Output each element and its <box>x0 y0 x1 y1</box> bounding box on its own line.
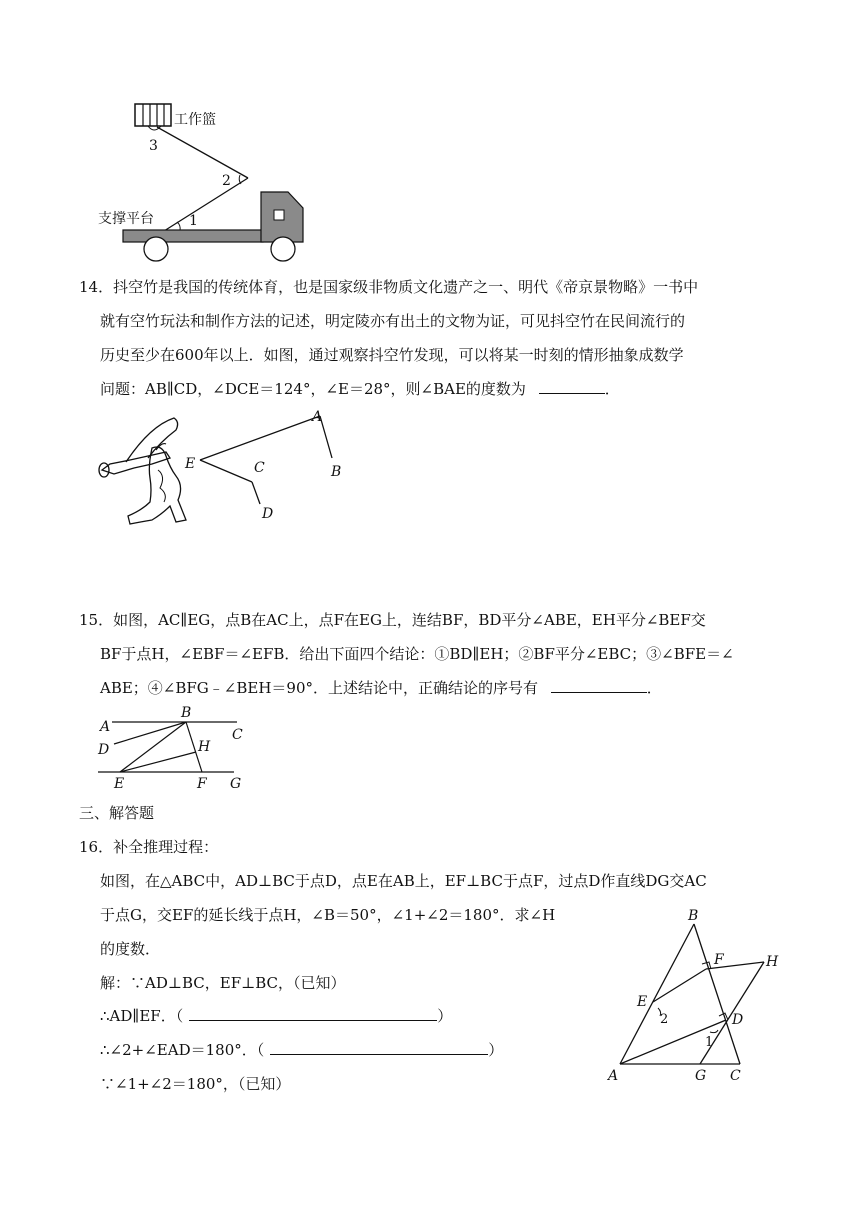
q16-line-2: 于点G，交EF的延长线于点H，∠B＝50°，∠1+∠2＝180°．求∠H <box>100 906 556 924</box>
q16-triangle-figure <box>606 904 786 1084</box>
q16-point-f: F <box>714 952 724 968</box>
q16-point-d: D <box>732 1012 744 1028</box>
q16-point-a: A <box>608 1068 619 1084</box>
q15-period: ． <box>646 679 662 697</box>
q16-line-3: 的度数． <box>100 940 161 958</box>
q14-question-text: 问题：AB∥CD，∠DCE＝124°，∠E＝28°，则∠BAE的度数为 <box>100 380 526 398</box>
q14-point-b: B <box>331 464 342 480</box>
q16-step-3-text: ∴∠2+∠EAD＝180°．（ <box>100 1041 265 1059</box>
q15-point-c: C <box>232 727 243 743</box>
q14-line-3: 历史至少在600年以上．如图，通过观察抖空竹发现，可以将某一时刻的情形抽象成数学 <box>100 346 684 364</box>
q14-point-d: D <box>262 506 274 522</box>
q15-line-3 <box>100 678 662 698</box>
q16-title: 16．补全推理过程： <box>79 838 219 856</box>
q16-line-1: 如图，在△ABC中，AD⊥BC于点D，点E在AB上，EF⊥BC于点F，过点D作直线DG交AC <box>100 872 707 890</box>
q16-step-4: ∵∠1+∠2＝180°，（已知） <box>100 1075 291 1093</box>
q15-point-a: A <box>100 719 111 735</box>
q15-point-f: F <box>197 776 207 792</box>
q15-question-text: ABE；④∠BFG﹣∠BEH＝90°．上述结论中，正确结论的序号有 <box>100 679 538 697</box>
angle-3-label: 3 <box>149 138 158 154</box>
q14-line-2: 就有空竹玩法和制作方法的记述，明定陵亦有出土的文物为证，可见抖空竹在民间流行的 <box>100 312 686 330</box>
truck-figure <box>88 96 328 264</box>
q16-step-3 <box>100 1040 503 1060</box>
q16-point-c: C <box>730 1068 741 1084</box>
q14-line-4 <box>100 379 620 399</box>
section-3-heading: 三、解答题 <box>79 804 155 822</box>
q15-point-d: D <box>98 742 110 758</box>
q15-figure <box>92 700 262 796</box>
q16-point-b: B <box>688 908 699 924</box>
q15-point-h: H <box>198 739 211 755</box>
q14-point-c: C <box>254 460 265 476</box>
q14-point-e: E <box>185 456 196 472</box>
q16-angle-1: 1 <box>705 1035 714 1050</box>
platform-label: 支撑平台 <box>98 211 154 227</box>
q16-reason-blank-2[interactable] <box>270 1040 488 1055</box>
q16-step-3-close: ） <box>488 1041 504 1059</box>
q14-answer-blank[interactable] <box>539 379 605 394</box>
q16-step-1: 解：∵AD⊥BC，EF⊥BC，（已知） <box>100 974 346 992</box>
angle-2-label: 2 <box>222 173 231 189</box>
q16-angle-2: 2 <box>660 1012 669 1027</box>
q15-point-g: G <box>230 776 242 792</box>
q15-line-2: BF于点H，∠EBF＝∠EFB．给出下面四个结论：①BD∥EH；②BF平分∠EBC；③∠BFE＝∠ <box>100 645 734 663</box>
q15-point-e: E <box>114 776 125 792</box>
basket-label: 工作篮 <box>174 112 216 128</box>
q15-line-1: 15．如图，AC∥EG，点B在AC上，点F在EG上，连结BF，BD平分∠ABE，EH平分∠BEF交 <box>79 611 706 629</box>
q15-point-b: B <box>181 705 192 721</box>
q16-reason-blank-1[interactable] <box>189 1006 437 1021</box>
q14-point-a: A <box>312 409 323 425</box>
angle-1-label: 1 <box>189 213 198 229</box>
q16-point-e: E <box>637 994 648 1010</box>
q16-step-2-close: ） <box>437 1007 453 1025</box>
diabolo-figure <box>90 406 350 530</box>
q16-point-g: G <box>695 1068 707 1084</box>
q14-period: ． <box>604 380 620 398</box>
q15-answer-blank[interactable] <box>551 678 647 693</box>
q14-line-1: 14．抖空竹是我国的传统体育，也是国家级非物质文化遗产之一、明代《帝京景物略》一书中 <box>79 278 699 296</box>
q16-step-2-text: ∴AD∥EF．（ <box>100 1007 184 1025</box>
q16-step-2 <box>100 1006 452 1026</box>
q16-point-h: H <box>766 954 779 970</box>
